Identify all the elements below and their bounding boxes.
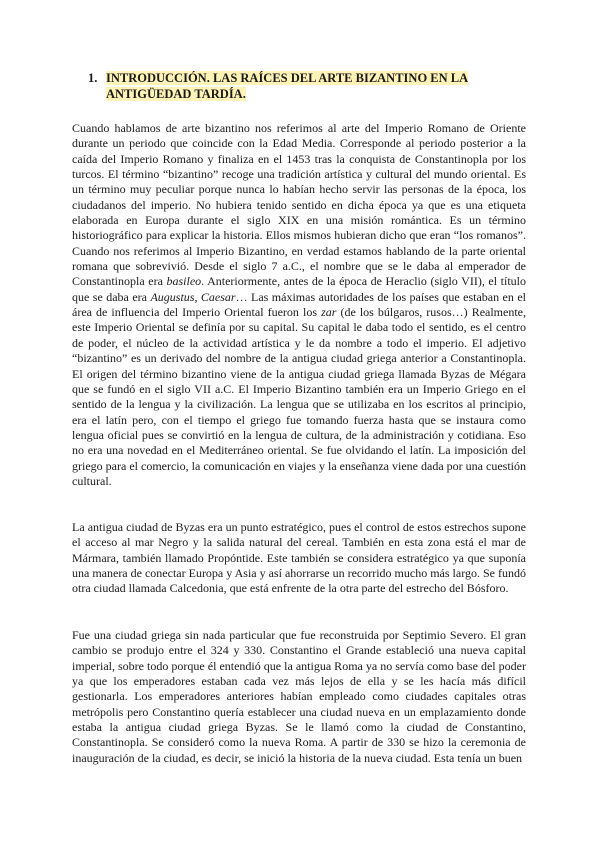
- paragraph-1-italic-zar: zar: [321, 305, 337, 320]
- paragraph-1-italic-augustus: Augustus, Caesar: [150, 289, 236, 304]
- paragraph-1-text-a: Cuando hablamos de arte bizantino nos referimos al arte del Imperio Romano de Oriente durante un periodo que coincide con la Edad Media. Corresponde al periodo posterior a la caída del Imperio Romano y finaliza en el 1453 tras la conquista de Constantinopla por los turcos. El término “bizantino” recoge una tradición artística y cultural del mundo oriental. Es un término muy peculiar porque nunca lo habían hecho servir las personas de la época, los ciudadanos del imperio. No hubiera tenido sentido en dicha época ya que es una etiqueta elaborada en Europa durante el siglo XIX en una misión romántica. Es un término historiográfico para explicar la historia. Ellos mismos hubieran dicho que eran “los romanos”. Cuando nos referimos al Imperio Bizantino, en verdad estamos hablando de la parte oriental romana que sobrevivió. Desde el siglo 7 a.C., el nombre que se le daba al emperador de Constantinopla era: [72, 121, 526, 289]
- heading-number: 1.: [88, 71, 98, 85]
- paragraph-1-text-e: … Las máximas autoridades de los países que estaban en el área de influencia del Imperio Oriental fueron los: [72, 289, 526, 320]
- paragraph-2-text: La antigua ciudad de Byzas era un punto estratégico, pues el control de estos estrechos supone el acceso al mar Negro y la salida natural del cereal. También en esta zona está el mar de Mármara, también llamado Propóntide. Este también se considera estratégico ya que suponía una manera de conectar Europa y Asia y así ahorrarse un recorrido mucho más largo. Se fundó otra ciudad llamada Calcedonia, que está enfrente de la otra parte del estrecho del Bósforo.: [72, 520, 526, 596]
- paragraph-1-text-g: (de los búlgaros, rusos…) Realmente, este Imperio Oriental se definía por su capital. Su capital le daba todo el sentido, es el centro de poder, el núcleo de la actividad artística y le da nombre a todo el imperio. El adjetivo “bizantino” es un derivado del nombre de la antigua ciudad griega anterior a Constantinopla. El origen del término bizantino viene de la antigua ciudad griega llamada Byzas de Mégara que se fundó en el siglo VII a.C. El Imperio Bizantino también era un Imperio Griego en el sentido de la lengua y la civilización. La lengua que se utilizaba en los escritos al principio, era el latín pero, con el tiempo el griego fue tomando fuerza hasta que se instaura como lengua oficial pues se convirtió en la lengua de cultura, de la administración y cotidiana. Eso no era una novedad en el Mediterráneo oriental. Se fue olvidando el latín. La imposición del griego para el comercio, la comunicación en viajes y la enseñanza viene dada por una cuestión cultural.: [72, 305, 527, 488]
- paragraph-2: [72, 520, 526, 597]
- paragraph-1: [72, 121, 526, 489]
- section-heading: [88, 70, 518, 102]
- paragraph-3: [72, 628, 526, 766]
- paragraph-1-italic-basileo: basileo: [166, 274, 202, 289]
- paragraph-1-text-c: . Anteriormente, antes de la época de Heraclio (siglo VII), el título que se daba era: [72, 274, 526, 304]
- heading-title: INTRODUCCIÓN. LAS RAÍCES DEL ARTE BIZANTINO EN LA ANTIGÜEDAD TARDÍA.: [106, 71, 469, 101]
- paragraph-3-text: Fue una ciudad griega sin nada particular que fue reconstruida por Septimio Severo. El gran cambio se produjo entre el 324 y 330. Constantino el Grande estableció una nueva capital imperial, sobre todo porque él entendió que la antigua Roma ya no servía como base del poder ya que los emperadores estaban cada vez más lejos de ella y se les hacía más difícil gestionarla. Los emperadores anteriores habían empleado como ciudades capitales otras metrópolis pero Constantino quería establecer una ciudad nueva en un emplazamiento donde estaba la antigua ciudad griega Byzas. Se le llamó como la ciudad de Constantino, Constantinopla. Se consideró como la nueva Roma. A partir de 330 se hizo la ceremonia de inauguración de la ciudad, es decir, se inició la historia de la nueva ciudad. Esta tenía un buen: [72, 628, 526, 765]
